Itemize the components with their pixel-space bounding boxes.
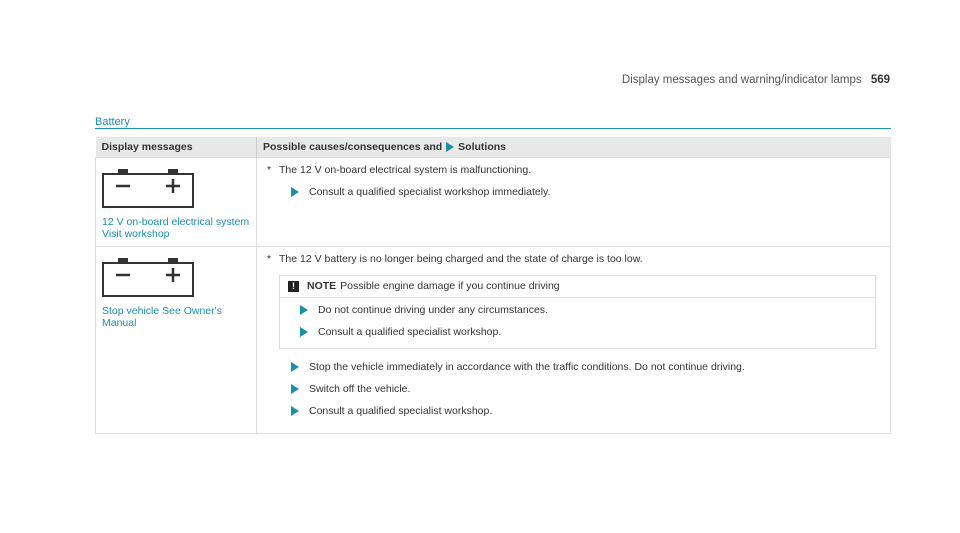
section-title: Battery [95, 116, 130, 128]
section-divider [95, 128, 891, 129]
star-icon: * [267, 164, 272, 176]
cause-line: * The 12 V on-board electrical system is malfunctioning. [267, 164, 532, 176]
message-cell [96, 247, 257, 434]
arrow-icon [300, 305, 308, 315]
message-cell [96, 158, 257, 247]
warning-icon: ! [288, 281, 299, 292]
note-step: Consult a qualified specialist workshop. [288, 326, 867, 339]
note-step: Do not continue driving under any circumstances. [288, 304, 867, 317]
star-icon: * [267, 253, 272, 265]
arrow-icon [446, 142, 454, 152]
table-header-row [96, 137, 891, 158]
battery-table [95, 137, 891, 434]
solution-cell [257, 247, 891, 434]
col-causes-solutions: Possible causes/consequences and Solutions [257, 137, 891, 158]
note-header [280, 276, 875, 298]
note-label: NOTE [307, 280, 337, 292]
battery-icon [102, 168, 194, 208]
arrow-icon [291, 406, 299, 416]
solution-step: Consult a qualified specialist workshop. [263, 405, 884, 418]
note-text: Possible engine damage if you continue driving [340, 280, 560, 292]
battery-icon [102, 257, 194, 297]
table-row [96, 158, 891, 247]
solution-cell [257, 158, 891, 247]
display-message: Stop vehicle See Owner's Manual [102, 305, 222, 329]
solution-step: Stop the vehicle immediately in accordance with the traffic conditions. Do not continue driving. [263, 361, 884, 374]
note-body [280, 298, 875, 339]
header-title: Display messages and warning/indicator lamps [621, 74, 862, 86]
display-message: 12 V on-board electrical system Visit workshop [102, 216, 250, 240]
table-row [96, 247, 891, 434]
col-display-messages: Display messages [96, 137, 257, 158]
arrow-icon [291, 187, 299, 197]
page-number: 569 [870, 74, 890, 86]
solution-step: Switch off the vehicle. [263, 383, 884, 396]
solution-step: Consult a qualified specialist workshop immediately. [263, 186, 884, 199]
note-box [279, 275, 876, 349]
arrow-icon [291, 362, 299, 372]
arrow-icon [300, 327, 308, 337]
cause-line: * The 12 V battery is no longer being charged and the state of charge is too low. [267, 253, 643, 265]
page-header [622, 74, 890, 86]
arrow-icon [291, 384, 299, 394]
